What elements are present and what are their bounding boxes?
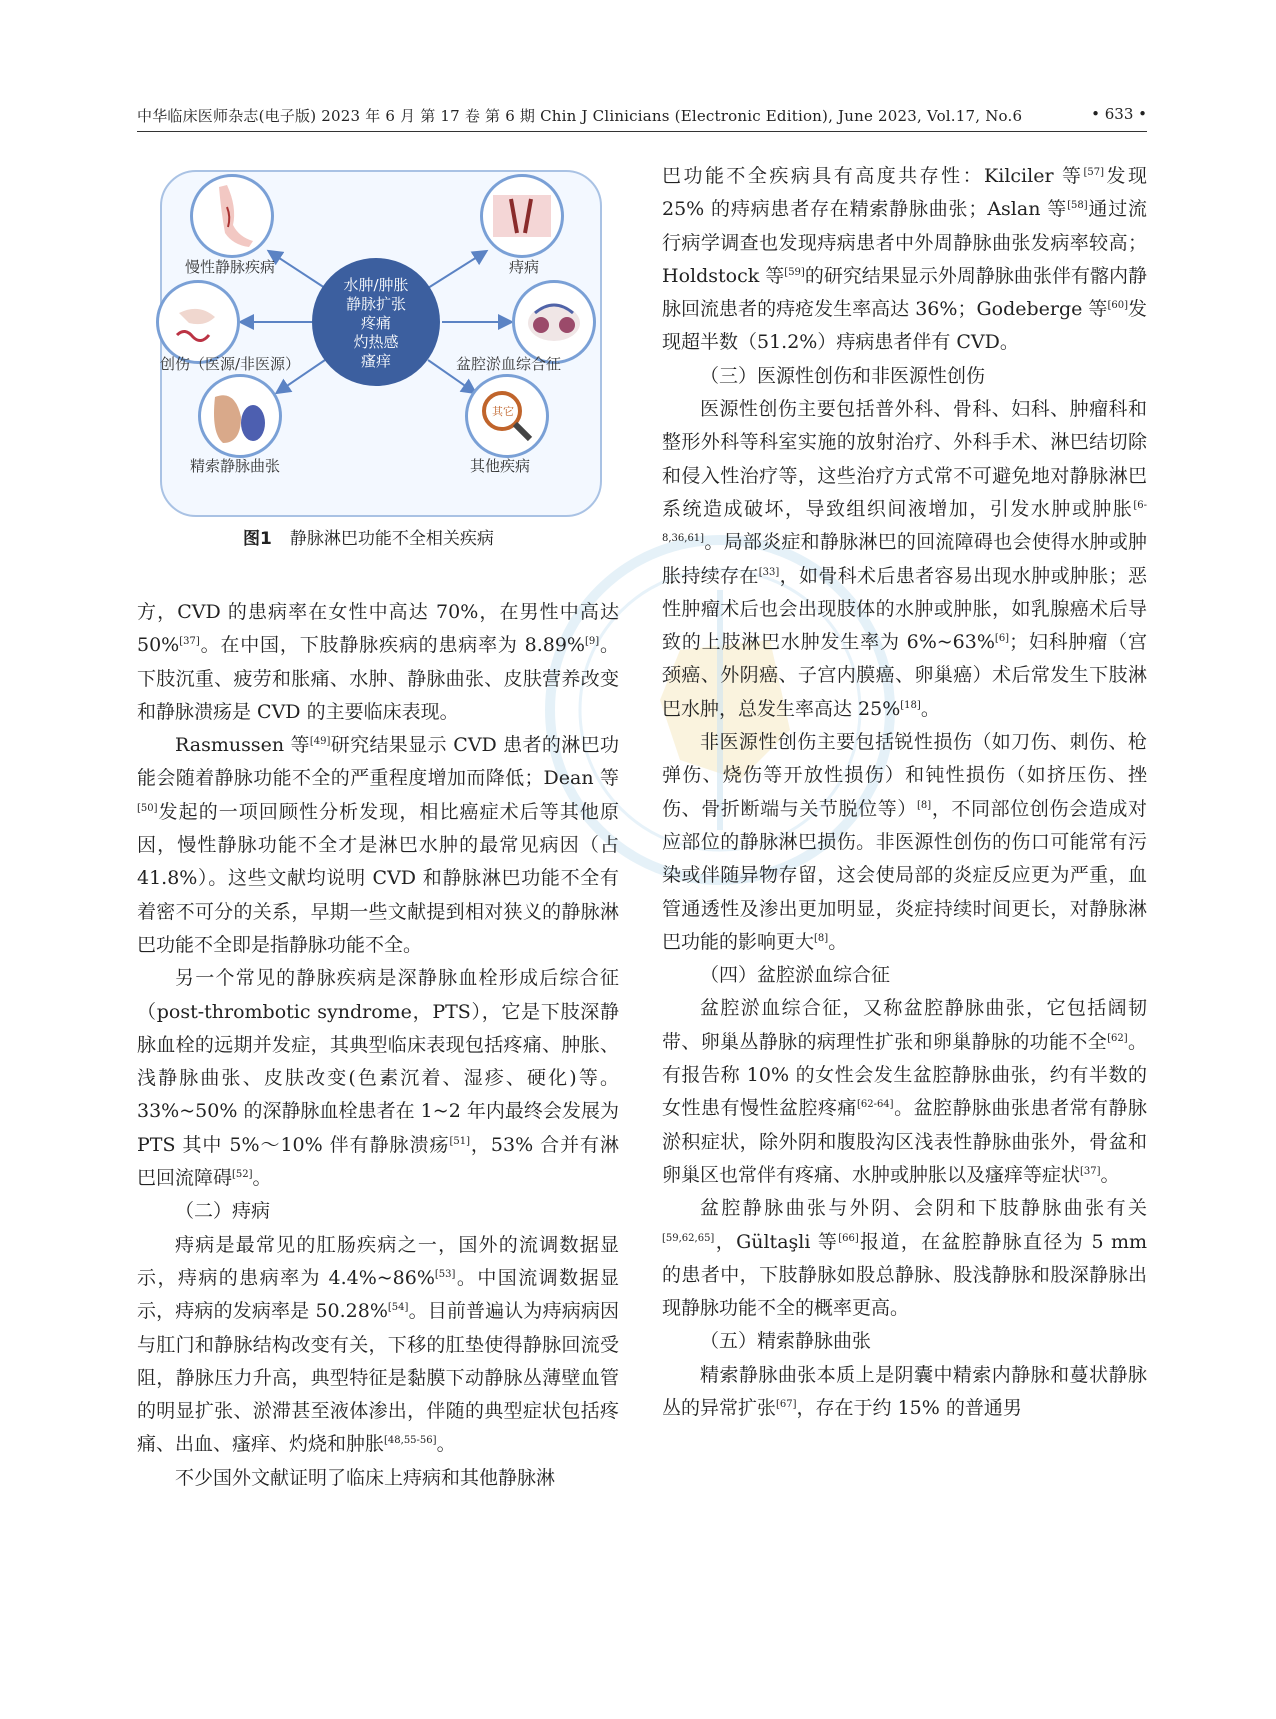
citation-ref: [57] [1083, 167, 1105, 178]
figure-caption [243, 524, 494, 549]
citation-ref: [37] [179, 636, 200, 648]
label-hemorrhoid: 痔病 [509, 258, 540, 276]
varicocele-icon [198, 374, 282, 458]
leg-icon [190, 174, 274, 258]
pelvis-icon [512, 280, 596, 364]
paragraph: 盆腔淤血综合征，又称盆腔静脉曲张，它包括阔韧带、卵巢丛静脉的病理性扩张和卵巢静脉的功能不全[62]。有报告称 10% 的女性会发生盆腔静脉曲张，约有半数的女性患有慢性盆腔疼痛[62-64]。盆腔静脉曲张患者常有静脉淤积症状，除外阴和腹股沟区浅表性静脉曲张外，骨盆和卵巢区也常伴有疼痛、水肿或肿胀以及瘙痒等症状[37]。 [662, 997, 1147, 1186]
section-heading: （四）盆腔淤血综合征 [700, 964, 891, 987]
citation-ref: [6-8,36,61] [662, 499, 1147, 545]
figure-number: 图1 [243, 529, 272, 549]
trauma-icon [156, 280, 240, 364]
magnifier-icon [465, 374, 549, 458]
paragraph: 非医源性创伤主要包括锐性损伤（如刀伤、刺伤、枪弹伤、烧伤等开放性损伤）和钝性损伤（如挤压伤、挫伤、骨折断端与关节脱位等）[8]，不同部位创伤会造成对应部位的静脉淋巴损伤。非医源性创伤的伤口可能常有污染或伴随异物存留，这会使局部的炎症反应更为严重，血管通透性及渗出更加明显，炎症持续时间更长，对静脉淋巴功能的影响更大[8]。 [662, 731, 1147, 953]
citation-ref: [54] [387, 1302, 409, 1314]
citation-ref: [59] [784, 266, 805, 278]
citation-ref: [9] [584, 636, 600, 648]
citation-ref: [8] [814, 932, 829, 944]
hemorrhoid-icon [480, 174, 564, 258]
label-varicocele: 精索静脉曲张 [190, 457, 281, 475]
other-icon-label: 其它 [492, 405, 514, 418]
citation-ref: [62-64] [856, 1099, 894, 1111]
label-chronic-venous: 慢性静脉疾病 [185, 258, 276, 276]
symptom-burning: 灼热感 [353, 333, 399, 351]
citation-ref: [50] [137, 802, 158, 814]
citation-ref: [33] [758, 566, 780, 578]
right-column [662, 160, 1147, 1425]
citation-ref: [52] [232, 1169, 253, 1181]
paragraph: 另一个常见的静脉疾病是深静脉血栓形成后综合征（post-thrombotic syndrome，PTS），它是下肢深静脉血栓的远期并发症，其典型临床表现包括疼痛、肿胀、浅静脉曲张、皮肤改变(色素沉着、湿疹、硬化)等。33%~50% 的深静脉血栓患者在 1~2 年内最终会发展为 PTS 其中 5%～10% 伴有静脉溃疡[51]，53% 合并有淋巴回流障碍[52]。 [137, 967, 619, 1190]
citation-ref: [58] [1067, 200, 1088, 212]
symptom-vein-dilation: 静脉扩张 [345, 295, 406, 313]
label-trauma: 创伤（医源/非医源） [160, 355, 301, 373]
citation-ref: [60] [1107, 300, 1128, 312]
citation-ref: [18] [900, 699, 921, 711]
paragraph: 痔病是最常见的肛肠疾病之一，国外的流调数据显示，痔病的患病率为 4.4%~86%[53]。中国流调数据显示，痔病的发病率是 50.28%[54]。目前普遍认为痔病病因与肛门和静脉结构改变有关，下移的肛垫使得静脉回流受阻，静脉压力升高，典型特征是黏膜下动静脉丛薄壁血管的明显扩张、淤滞甚至液体渗出，伴随的典型症状包括疼痛、出血、瘙痒、灼烧和肿胀[48,55-56]。 [137, 1233, 619, 1456]
citation-ref: [37] [1080, 1165, 1101, 1177]
citation-ref: [59,62,65] [662, 1232, 715, 1244]
section-heading: （二）痔病 [175, 1200, 271, 1223]
section-heading: （五）精索静脉曲张 [700, 1330, 872, 1353]
left-column [137, 596, 619, 1495]
paragraph: Rasmussen 等[49]研究结果显示 CVD 患者的淋巴功能会随着静脉功能不全的严重程度增加而降低；Dean 等[50]发起的一项回顾性分析发现，相比癌症术后等其他原因，慢性静脉功能不全才是淋巴水肿的最常见病因（占 41.8%）。这些文献均说明 CVD 和静脉淋巴功能不全有着密不可分的关系，早期一些文献提到相对狭义的静脉淋巴功能不全即是指静脉功能不全。 [137, 734, 619, 956]
paragraph: 医源性创伤主要包括普外科、骨科、妇科、肿瘤科和整形外科等科室实施的放射治疗、外科手术、淋巴结切除和侵入性治疗等，这些治疗方式常不可避免地对静脉淋巴系统造成破坏，导致组织间液增加，引发水肿或肿胀[6-8,36,61]。局部炎症和静脉淋巴的回流障碍也会使得水肿或肿胀持续存在[33]，如骨科术后患者容易出现水肿或肿胀；恶性肿瘤术后也会出现肢体的水肿或肿胀，如乳腺癌术后导致的上肢淋巴水肿发生率为 6%~63%[6]；妇科肿瘤（宫颈癌、外阴癌、子宫内膜癌、卵巢癌）术后常发生下肢淋巴水肿，总发生率高达 25%[18]。 [662, 398, 1147, 720]
running-header [137, 103, 1147, 132]
symptom-pain: 疼痛 [360, 314, 391, 332]
label-pelvic: 盆腔淤血综合征 [456, 355, 562, 373]
page-number: • 633 • [1091, 105, 1147, 123]
paragraph: 巴功能不全疾病具有高度共存性：Kilciler 等[57]发现 25% 的痔病患者存在精索静脉曲张；Aslan 等[58]通过流行病学调查也发现痔病患者中外周静脉曲张发病率较高；Holdstock 等[59]的研究结果显示外周静脉曲张伴有髂内静脉回流患者的痔疮发生率高达 36%；Godeberge 等[60]发现超半数（51.2%）痔病患者伴有 CVD。 [662, 165, 1147, 354]
figure-title: 静脉淋巴功能不全相关疾病 [289, 529, 494, 549]
paragraph: 精索静脉曲张本质上是阴囊中精索内静脉和蔓状静脉丛的异常扩张[67]，存在于约 15% 的普通男 [662, 1363, 1147, 1419]
section-heading: （三）医源性创伤和非医源性创伤 [700, 364, 986, 387]
citation-ref: [49] [309, 736, 331, 748]
citation-ref: [51] [449, 1135, 470, 1147]
symptom-itch: 瘙痒 [360, 352, 391, 370]
label-other: 其他疾病 [470, 457, 531, 475]
journal-citation: 中华临床医师杂志(电子版) 2023 年 6 月 第 17 卷 第 6 期 Chin J Clinicians (Electronic Edition), June 2023, Vol.17, No.6 [137, 107, 1023, 125]
figure-1 [160, 170, 600, 515]
paragraph: 不少国外文献证明了临床上痔病和其他静脉淋 [175, 1466, 556, 1489]
citation-ref: [62] [1107, 1032, 1128, 1044]
citation-ref: [48,55-56] [384, 1435, 437, 1447]
citation-ref: [66] [838, 1232, 859, 1244]
citation-ref: [67] [776, 1398, 797, 1410]
symptom-edema: 水肿/肿胀 [343, 276, 409, 294]
citation-ref: [6] [994, 633, 1010, 645]
citation-ref: [8] [917, 799, 932, 811]
symptom-hub [312, 258, 440, 386]
citation-ref: [53] [434, 1268, 456, 1280]
paragraph: 盆腔静脉曲张与外阴、会阴和下肢静脉曲张有关[59,62,65]，Gültaşli 等[66]报道，在盆腔静脉直径为 5 mm 的患者中，下肢静脉如股总静脉、股浅静脉和股深静脉出现静脉功能不全的概率更高。 [662, 1197, 1148, 1320]
paragraph: 方，CVD 的患病率在女性中高达 70%，在男性中高达 50%[37]。在中国，下肢静脉疾病的患病率为 8.89%[9]。下肢沉重、疲劳和胀痛、水肿、静脉曲张、皮肤营养改变和静脉溃疡是 CVD 的主要临床表现。 [137, 601, 619, 723]
